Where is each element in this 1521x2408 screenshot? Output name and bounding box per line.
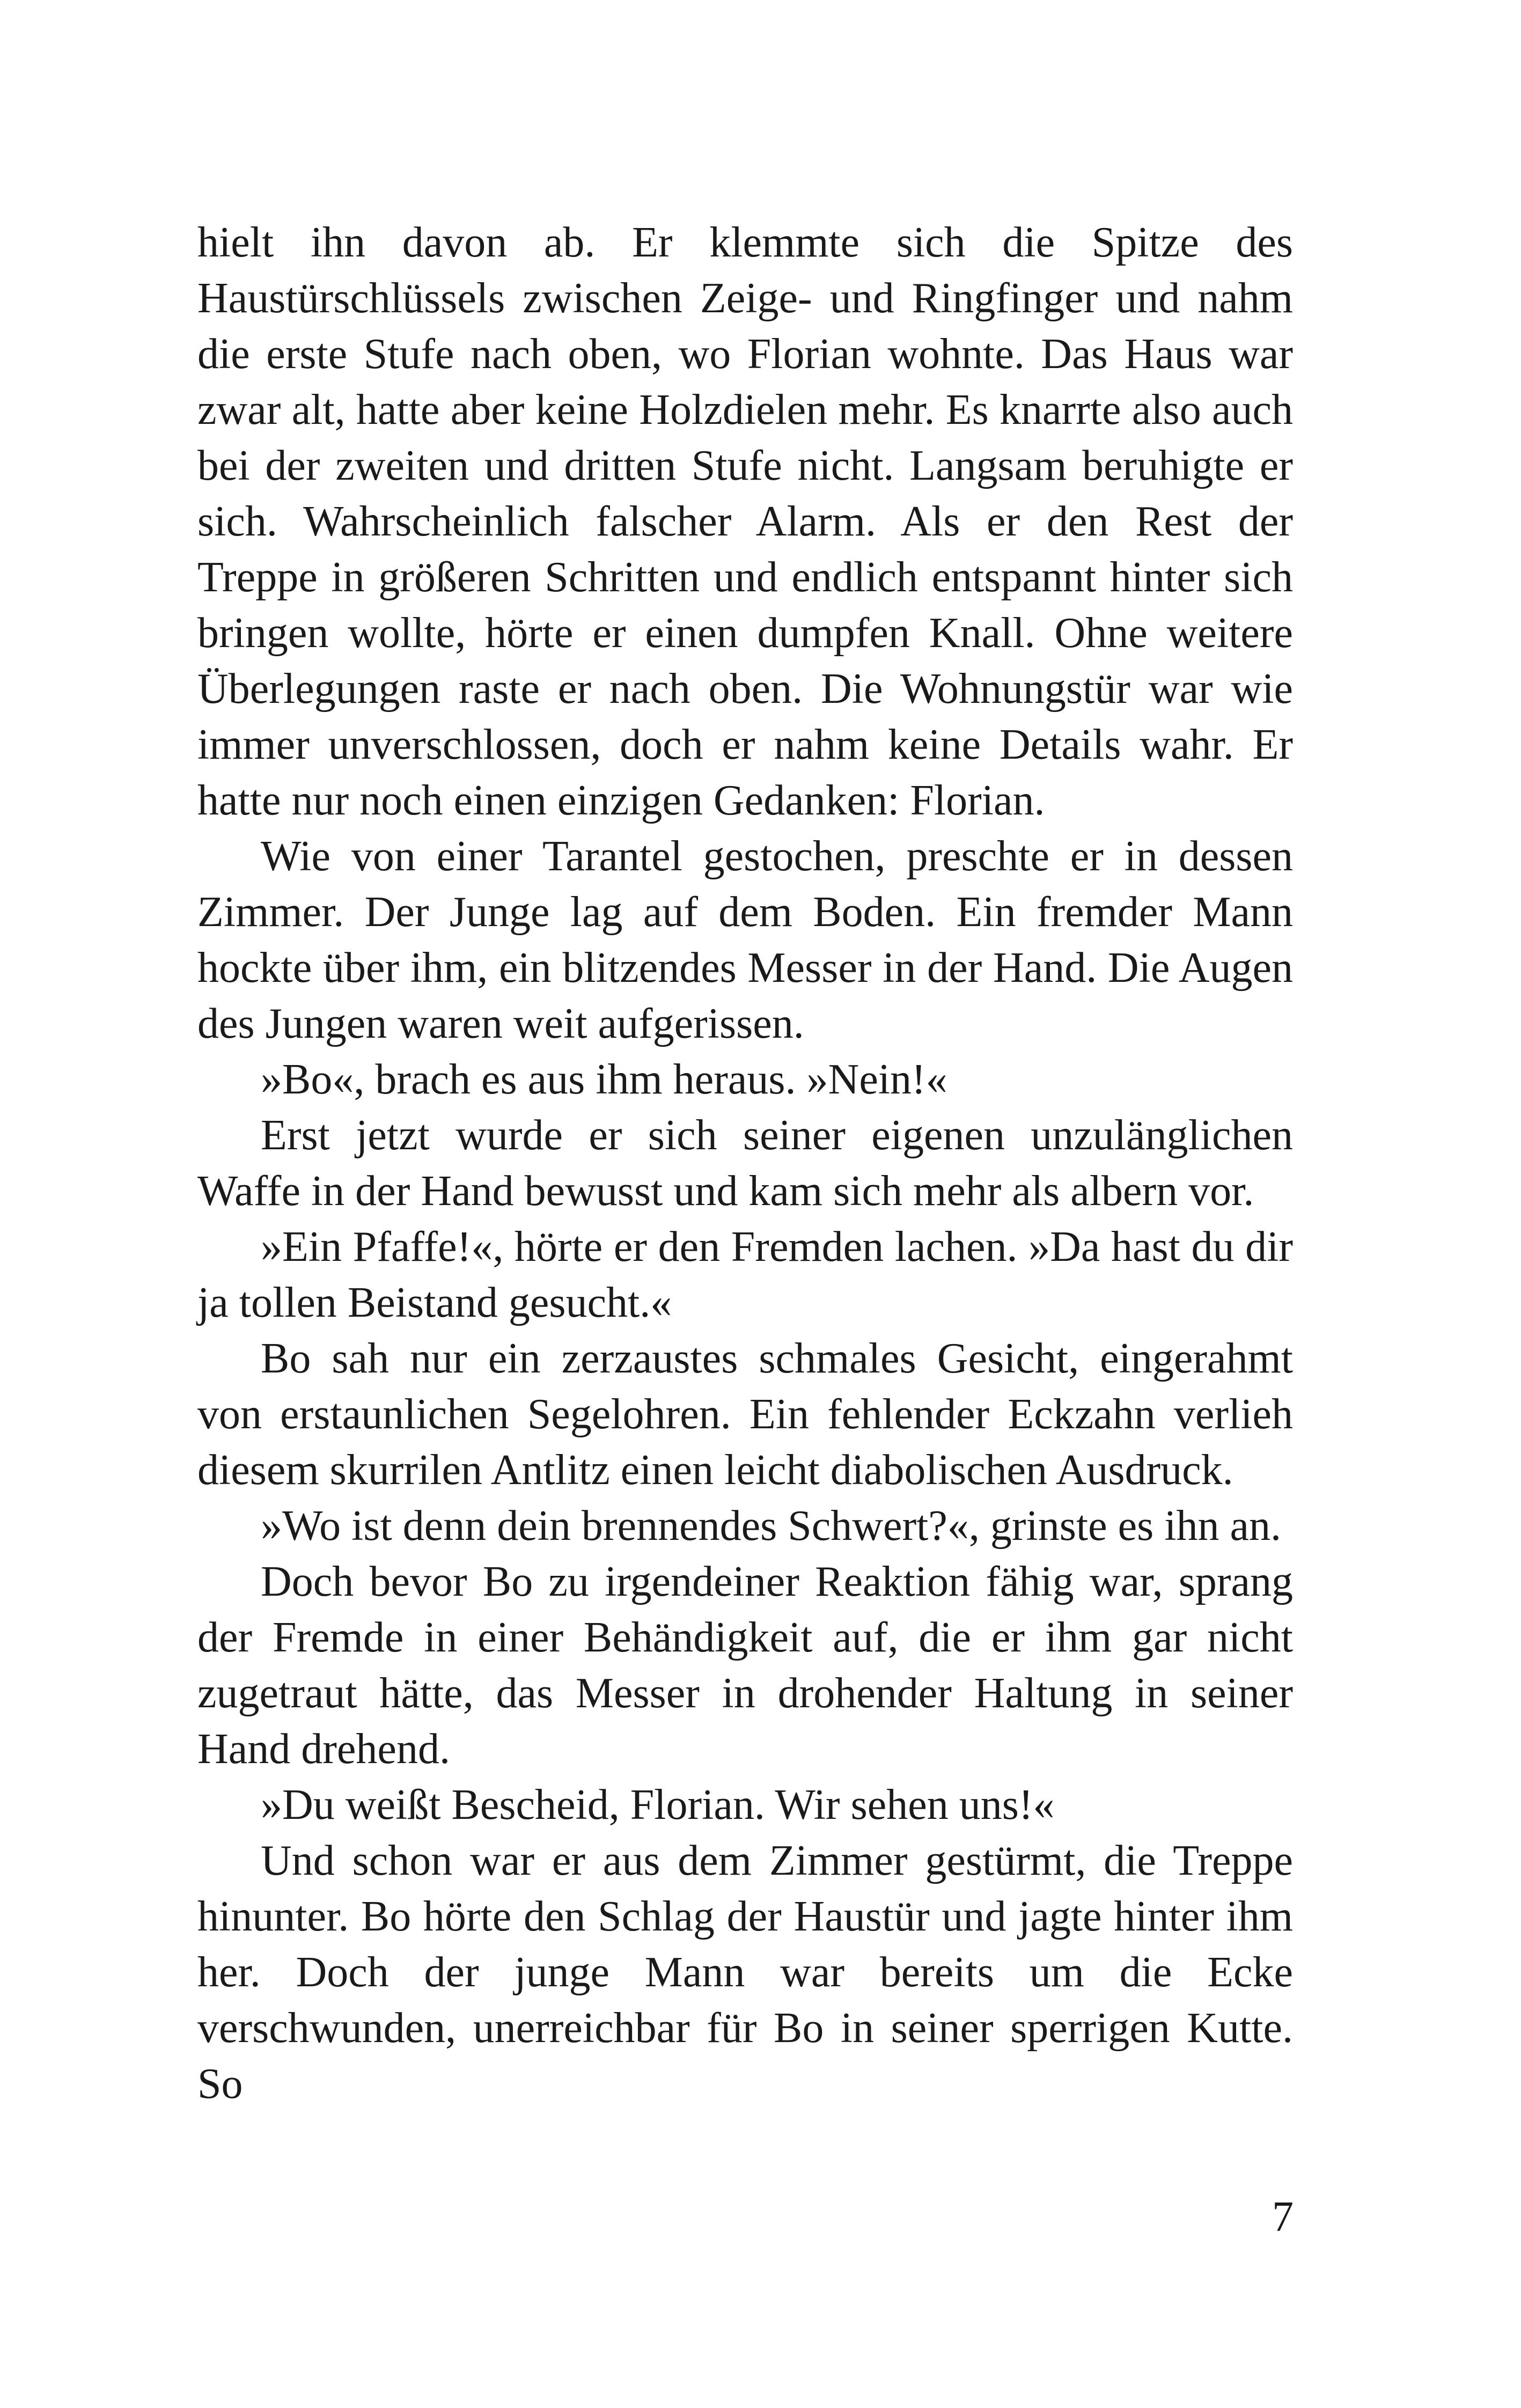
paragraph-9: »Du weißt Bescheid, Florian. Wir sehen uns!« bbox=[261, 1781, 1055, 1829]
body-text bbox=[197, 215, 1293, 2112]
page-number: 7 bbox=[1272, 2193, 1294, 2241]
paragraph-3: »Bo«, brach es aus ihm heraus. »Nein!« bbox=[261, 1056, 947, 1103]
paragraph-7: »Wo ist denn dein brennendes Schwert?«, grinste es ihn an. bbox=[261, 1502, 1281, 1550]
paragraph-10: Und schon war er aus dem Zimmer gestürmt, die Treppe hinunter. Bo hörte den Schlag der Haustür und jagte hinter ihm her. Doch der junge Mann war bereits um die Ecke verschwunden, unerreichbar für Bo in seiner sperrigen Kutte. So bbox=[197, 1837, 1293, 2108]
paragraph-2: Wie von einer Tarantel gestochen, preschte er in dessen Zimmer. Der Junge lag auf dem Boden. Ein fremder Mann hockte über ihm, ein blitzendes Messer in der Hand. Die Augen des Jungen waren weit aufgerissen. bbox=[197, 833, 1293, 1047]
paragraph-1: hielt ihn davon ab. Er klemmte sich die Spitze des Haustürschlüssels zwischen Zeige- und Ringfinger und nahm die erste Stufe nach oben, wo Florian wohnte. Das Haus war zwar alt, hatte aber keine Holzdielen mehr. Es knarrte also auch bei der zweiten und dritten Stufe nicht. Langsam beruhigte er sich. Wahrscheinlich falscher Alarm. Als er den Rest der Treppe in größeren Schritten und endlich entspannt hinter sich bringen wollte, hörte er einen dumpfen Knall. Ohne weitere Überlegungen raste er nach oben. Die Wohnungstür war wie immer unverschlossen, doch er nahm keine Details wahr. Er hatte nur noch einen einzigen Gedanken: Florian. bbox=[197, 219, 1293, 824]
paragraph-4: Erst jetzt wurde er sich seiner eigenen unzulänglichen Waffe in der Hand bewusst und kam sich mehr als albern vor. bbox=[197, 1112, 1293, 1215]
paragraph-8: Doch bevor Bo zu irgendeiner Reaktion fähig war, sprang der Fremde in einer Behändigkeit auf, die er ihm gar nicht zugetraut hätte, das Messer in drohender Haltung in seiner Hand drehend. bbox=[197, 1558, 1293, 1773]
paragraph-6: Bo sah nur ein zerzaustes schmales Gesicht, eingerahmt von erstaunlichen Segelohren. Ein fehlender Eckzahn verlieh diesem skurrilen Antlitz einen leicht diabolischen Ausdruck. bbox=[197, 1335, 1293, 1494]
paragraph-5: »Ein Pfaffe!«, hörte er den Fremden lachen. »Da hast du dir ja tollen Beistand gesucht.« bbox=[197, 1223, 1293, 1326]
